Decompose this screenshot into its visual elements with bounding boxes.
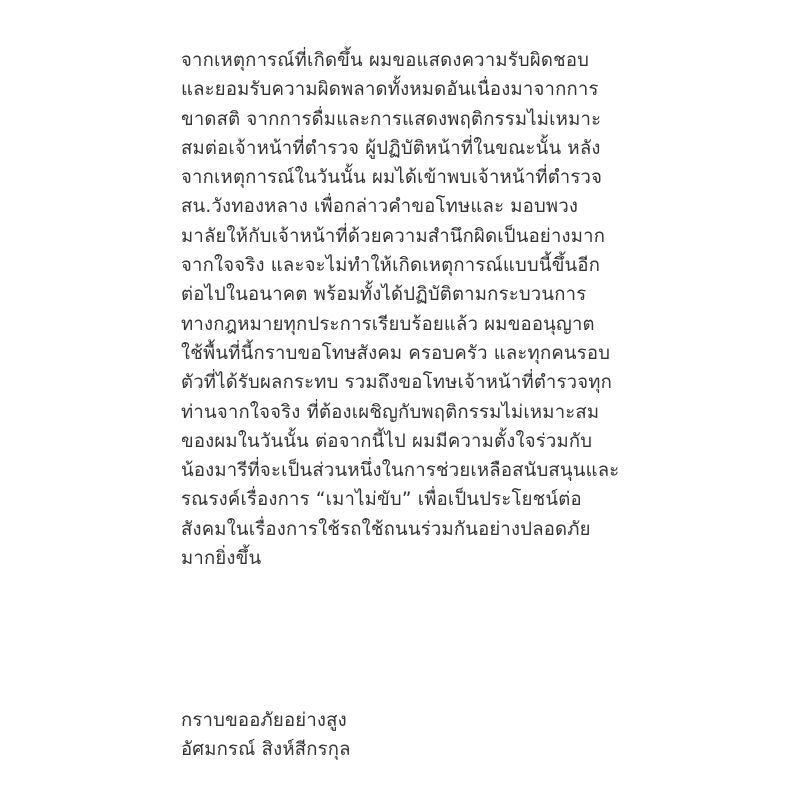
- statement-line: สมต่อเจ้าหน้าที่ตำรวจ ผู้ปฏิบัติหน้าที่ในขณะนั้น หลัง: [181, 137, 601, 159]
- statement-line: ต่อไปในอนาคต พร้อมทั้งได้ปฏิบัติตามกระบวนการ: [181, 284, 587, 306]
- signature-name: อัศมกรณ์ สิงห์สีกรกุล: [181, 739, 351, 761]
- statement-line: ของผมในวันนั้น ต่อจากนี้ไป ผมมีความตั้งใจร่วมกับ: [181, 430, 593, 452]
- statement-line: สน.วังทองหลาง เพื่อกล่าวคำขอโทษและ มอบพวง: [181, 196, 579, 218]
- statement-line: น้องมารีที่จะเป็นส่วนหนึ่งในการช่วยเหลือสนับสนุนและ: [181, 460, 620, 482]
- closing-block: [181, 706, 781, 765]
- statement-line: ท่านจากใจจริง ที่ต้องเผชิญกับพฤติกรรมไม่เหมาะสม: [181, 401, 600, 423]
- statement-line: มากยิ่งขึ้น: [181, 548, 262, 570]
- statement-line: ทางกฎหมายทุกประการเรียบร้อยแล้ว ผมขออนุญาต: [181, 313, 595, 335]
- statement-line: ใช้พื้นที่นี้กราบขอโทษสังคม ครอบครัว และทุกคนรอบ: [181, 342, 611, 364]
- statement-line: จากเหตุการณ์ที่เกิดขึ้น ผมขอแสดงความรับผิดชอบ: [181, 50, 590, 71]
- statement-line: รณรงค์เรื่องการ “เมาไม่ขับ” เพื่อเป็นประโยชน์ต่อ: [181, 489, 582, 511]
- statement-line: จากเหตุการณ์ในวันนั้น ผมได้เข้าพบเจ้าหน้าที่ตำรวจ: [181, 167, 603, 189]
- statement-body: [181, 46, 781, 573]
- closing-salutation: กราบขออภัยอย่างสูง: [181, 710, 347, 731]
- statement-line: จากใจจริง และจะไม่ทำให้เกิดเหตุการณ์แบบนี้ขึ้นอีก: [181, 255, 601, 277]
- statement-line: สังคมในเรื่องการใช้รถใช้ถนนร่วมกันอย่างปลอดภัย: [181, 518, 591, 540]
- statement-line: ขาดสติ จากการดื่มและการแสดงพฤติกรรมไม่เหมาะ: [181, 108, 602, 130]
- statement-line: มาลัยให้กับเจ้าหน้าที่ด้วยความสำนึกผิดเป็นอย่างมาก: [181, 225, 606, 247]
- statement-line: ตัวที่ได้รับผลกระทบ รวมถึงขอโทษเจ้าหน้าที่ตำรวจทุก: [181, 372, 613, 394]
- statement-line: และยอมรับความผิดพลาดทั้งหมดอันเนื่องมาจากการ: [181, 79, 599, 101]
